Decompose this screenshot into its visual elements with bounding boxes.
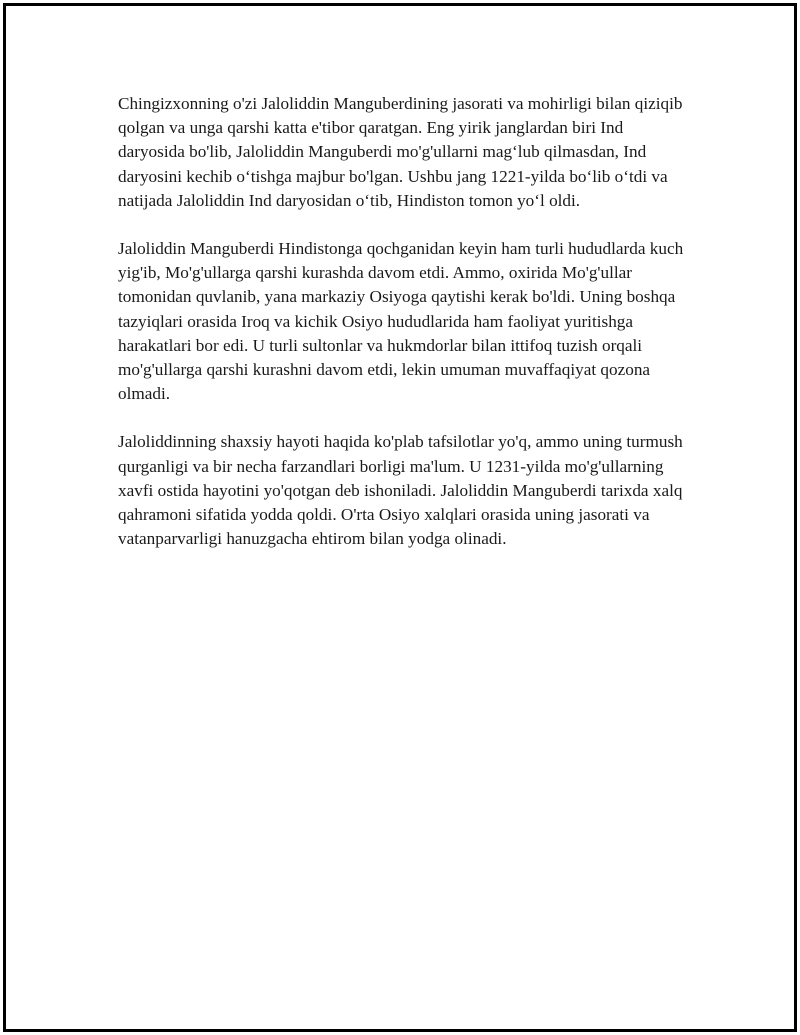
document-body <box>118 92 688 575</box>
paragraph-1: Chingizxonning o'zi Jaloliddin Manguberdining jasorati va mohirligi bilan qiziqib qolgan va unga qarshi katta e'tibor qaratgan. Eng yirik janglardan biri Ind daryosida bo'lib, Jaloliddin Manguberdi mo'g'ullarni mag‘lub qilmasdan, Ind daryosini kechib o‘tishga majbur bo'lgan. Ushbu jang 1221-yilda bo‘lib o‘tdi va natijada Jaloliddin Ind daryosidan o‘tib, Hindiston tomon yo‘l oldi. <box>118 94 683 210</box>
paragraph-2: Jaloliddin Manguberdi Hindistonga qochganidan keyin ham turli hududlarda kuch yig'ib, Mo'g'ullarga qarshi kurashda davom etdi. Ammo, oxirida Mo'g'ullar tomonidan quvlanib, yana markaziy Osiyoga qaytishi kerak bo'ldi. Uning boshqa tazyiqlari orasida Iroq va kichik Osiyo hududlarida ham faoliyat yuritishga harakatlari bor edi. U turli sultonlar va hukmdorlar bilan ittifoq tuzish orqali mo'g'ullarga qarshi kurashni davom etdi, lekin umuman muvaffaqiyat qozona olmadi. <box>118 239 684 404</box>
paragraph-3: Jaloliddinning shaxsiy hayoti haqida ko'plab tafsilotlar yo'q, ammo uning turmush qurganligi va bir necha farzandlari borligi ma'lum. U 1231-yilda mo'g'ullarning xavfi ostida hayotini yo'qotgan deb ishoniladi. Jaloliddin Manguberdi tarixda xalq qahramoni sifatida yodda qoldi. O'rta Osiyo xalqlari orasida uning jasorati va vatanparvarligi hanuzgacha ehtirom bilan yodga olinadi. <box>118 432 683 549</box>
